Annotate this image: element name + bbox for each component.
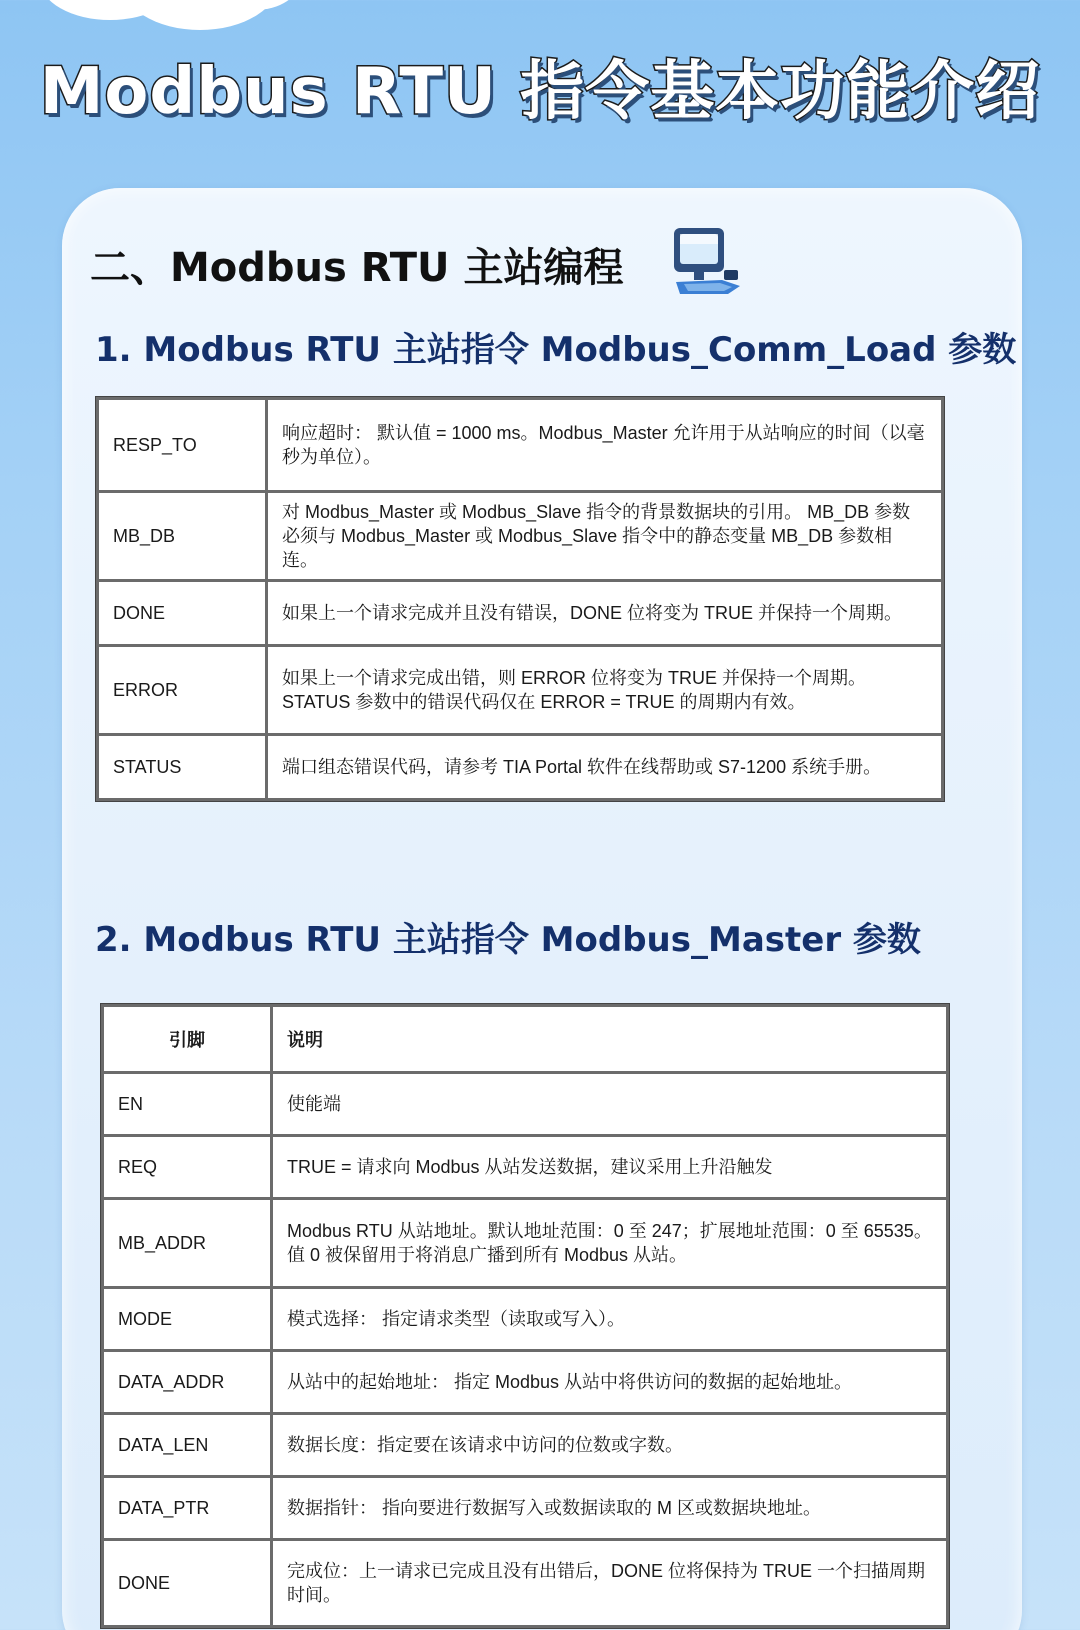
table-row [104,1137,946,1197]
pin-description: 从站中的起始地址： 指定 Modbus 从站中将供访问的数据的起始地址。 [273,1352,946,1412]
pin-description: TRUE = 请求向 Modbus 从站发送数据，建议采用上升沿触发 [273,1137,946,1197]
table-row [99,400,941,490]
table-row [99,647,941,733]
comm-load-subtitle: 1. Modbus RTU 主站指令 Modbus_Comm_Load 参数 [95,330,1017,370]
table-row [104,1289,946,1349]
computer-monitor-icon [668,224,744,296]
pin-name: DONE [104,1541,270,1625]
pin-description: 如果上一个请求完成出错，则 ERROR 位将变为 TRUE 并保持一个周期。 STATUS 参数中的错误代码仅在 ERROR = TRUE 的周期内有效。 [268,647,941,733]
pin-name: MB_ADDR [104,1200,270,1286]
table-row [104,1200,946,1286]
table-row [99,736,941,798]
table-row [104,1352,946,1412]
comm-load-table [95,396,945,802]
master-table [100,1003,950,1629]
section-title: 二、Modbus RTU 主站编程 [90,245,624,291]
pin-description: 如果上一个请求完成并且没有错误，DONE 位将变为 TRUE 并保持一个周期。 [268,582,941,644]
pin-description: Modbus RTU 从站地址。默认地址范围：0 至 247；扩展地址范围：0 至 65535。值 0 被保留用于将消息广播到所有 Modbus 从站。 [273,1200,946,1286]
pin-description: 对 Modbus_Master 或 Modbus_Slave 指令的背景数据块的引用。 MB_DB 参数必须与 Modbus_Master 或 Modbus_Slave 指令中的静态变量 MB_DB 参数相连。 [268,493,941,579]
page-title: Modbus RTU 指令基本功能介绍 [39,55,1041,129]
pin-name: MB_DB [99,493,265,579]
table-row [99,493,941,579]
pin-name: DATA_PTR [104,1478,270,1538]
pin-description: 响应超时： 默认值 = 1000 ms。Modbus_Master 允许用于从站响应的时间（以毫秒为单位）。 [268,400,941,490]
table-row [99,582,941,644]
table-row [104,1074,946,1134]
pin-name: MODE [104,1289,270,1349]
pin-description: 端口组态错误代码，请参考 TIA Portal 软件在线帮助或 S7-1200 系统手册。 [268,736,941,798]
pin-description: 数据长度：指定要在该请求中访问的位数或字数。 [273,1415,946,1475]
pin-name: STATUS [99,736,265,798]
table-header-row [104,1007,946,1071]
pin-name: DONE [99,582,265,644]
pin-name: ERROR [99,647,265,733]
pin-name: REQ [104,1137,270,1197]
pin-name: EN [104,1074,270,1134]
pin-name: RESP_TO [99,400,265,490]
pin-name: DATA_ADDR [104,1352,270,1412]
pin-description: 完成位：上一请求已完成且没有出错后，DONE 位将保持为 TRUE 一个扫描周期时间。 [273,1541,946,1625]
pin-description: 使能端 [273,1074,946,1134]
table-row [104,1478,946,1538]
table-row [104,1415,946,1475]
pin-description: 模式选择： 指定请求类型（读取或写入）。 [273,1289,946,1349]
pin-description: 数据指针： 指向要进行数据写入或数据读取的 M 区或数据块地址。 [273,1478,946,1538]
pin-name: DATA_LEN [104,1415,270,1475]
column-header-pin: 引脚 [104,1007,270,1071]
table-row [104,1541,946,1625]
master-subtitle: 2. Modbus RTU 主站指令 Modbus_Master 参数 [95,920,921,960]
column-header-description: 说明 [273,1007,946,1071]
